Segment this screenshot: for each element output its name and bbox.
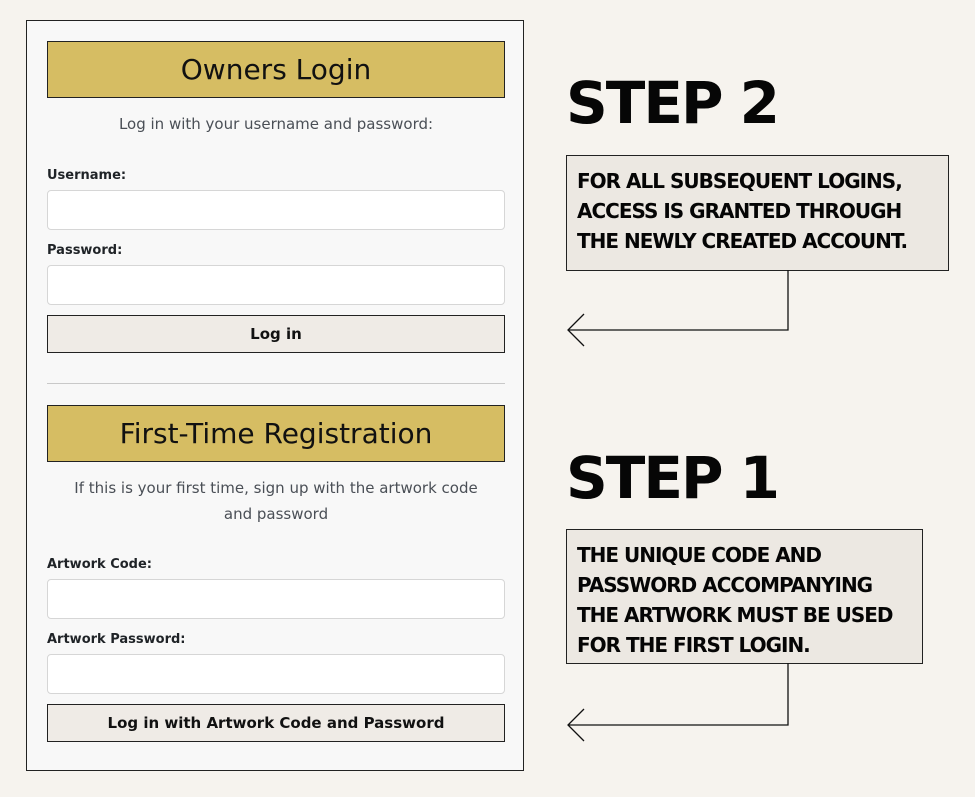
owners-login-subtitle: Log in with your username and password: xyxy=(118,115,434,133)
registration-subtitle: If this is your first time, sign up with the artwork code and password xyxy=(74,479,478,523)
artwork-code-label: Artwork Code: xyxy=(47,557,153,572)
owners-login-title: Owners Login xyxy=(47,41,505,98)
step-2-note: FOR ALL SUBSEQUENT LOGINS, ACCESS IS GRANTED THROUGH THE NEWLY CREATED ACCOUNT. xyxy=(566,155,949,271)
step-1-arrow-icon xyxy=(560,663,800,745)
username-label: Username: xyxy=(47,168,127,183)
step-2-arrow-icon xyxy=(560,270,800,352)
login-button[interactable]: Log in xyxy=(47,315,505,353)
artwork-code-input[interactable] xyxy=(47,579,505,619)
step-1-title: STEP 1 xyxy=(566,444,779,512)
section-divider xyxy=(47,383,505,384)
artwork-login-button[interactable]: Log in with Artwork Code and Password xyxy=(47,704,505,742)
step-2-title: STEP 2 xyxy=(566,69,779,137)
artwork-password-input[interactable] xyxy=(47,654,505,694)
username-input[interactable] xyxy=(47,190,505,230)
login-panel xyxy=(26,20,524,771)
password-label: Password: xyxy=(47,243,123,258)
artwork-password-label: Artwork Password: xyxy=(47,632,186,647)
step-1-note: THE UNIQUE CODE AND PASSWORD ACCOMPANYING THE ARTWORK MUST BE USED FOR THE FIRST LOGIN. xyxy=(566,529,923,664)
password-input[interactable] xyxy=(47,265,505,305)
registration-title: First-Time Registration xyxy=(47,405,505,462)
